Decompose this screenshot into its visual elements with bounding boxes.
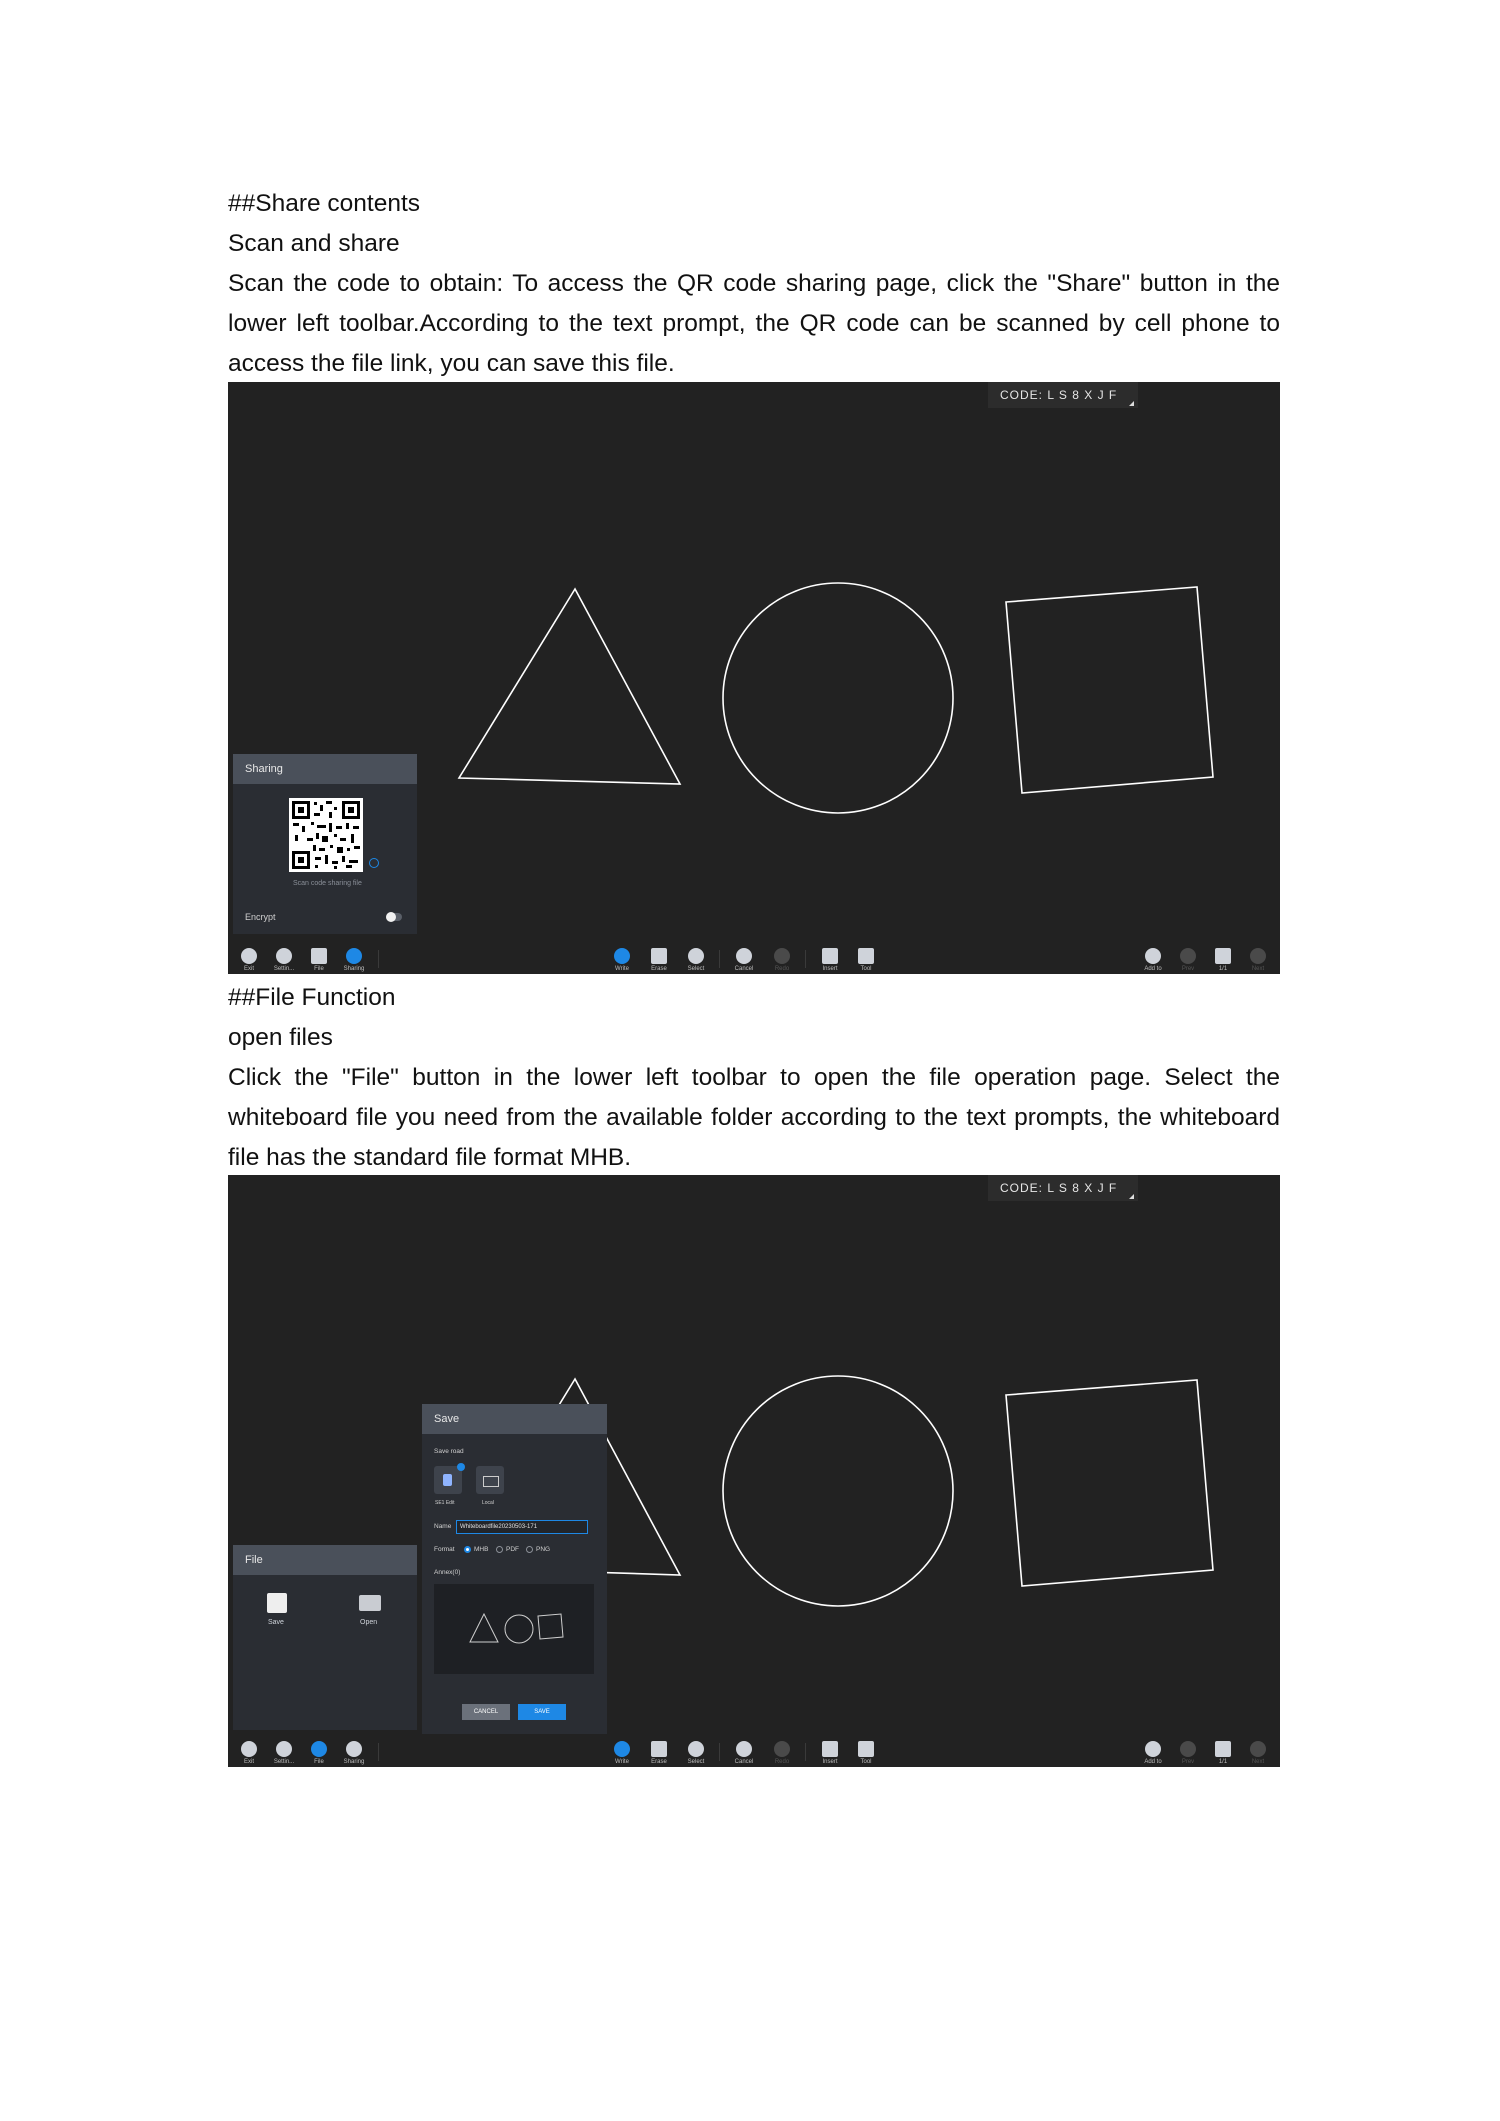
room-code-badge	[988, 382, 1138, 408]
add-icon	[1145, 1741, 1161, 1757]
select-cursor-icon	[688, 1741, 704, 1757]
exit-icon	[241, 1741, 257, 1757]
select-button[interactable]: Select	[678, 948, 714, 972]
tool-button[interactable]: Tool	[848, 948, 884, 972]
insert-icon	[822, 1741, 838, 1757]
encrypt-label: Encrypt	[245, 912, 276, 922]
sharing-button[interactable]: Sharing	[336, 1741, 372, 1765]
divider	[805, 950, 806, 968]
whiteboard-screenshot-sharing	[228, 382, 1280, 974]
selected-check-icon	[457, 1463, 465, 1471]
room-code-text: CODE: L S 8 X J F	[1000, 388, 1118, 402]
bottom-toolbar	[228, 1733, 1280, 1767]
file-name-input[interactable]: Whiteboardfile20230503-171	[456, 1520, 588, 1534]
pen-icon	[614, 948, 630, 964]
insert-button[interactable]: Insert	[812, 1741, 848, 1765]
next-icon	[1250, 948, 1266, 964]
share-icon	[346, 1741, 362, 1757]
zoom-qr-icon[interactable]	[369, 858, 379, 868]
paragraph-file: Click the "File" button in the lower left toolbar to open the file operation page. Select the whiteboard file you need from the available folder according to the text prompts, the whiteboard file has the standard file format MHB.	[228, 1064, 1280, 1171]
bottom-toolbar	[228, 940, 1280, 974]
section-heading-file: ##File Function	[228, 984, 396, 1011]
save-dialog-title: Save	[422, 1404, 607, 1434]
file-button[interactable]: File	[301, 948, 337, 972]
square-shape	[1006, 1380, 1213, 1586]
open-folder-icon[interactable]	[359, 1595, 381, 1611]
qr-caption: Scan code sharing file	[293, 880, 362, 887]
subheading-scan-share: Scan and share	[228, 230, 400, 257]
file-button[interactable]: File	[301, 1741, 337, 1765]
add-icon	[1145, 948, 1161, 964]
next-page-button[interactable]: Next	[1240, 1741, 1276, 1765]
room-code-badge	[988, 1175, 1138, 1201]
road-option-cloud[interactable]	[434, 1466, 462, 1494]
settings-button[interactable]: Settin...	[266, 1741, 302, 1765]
format-png-label: PNG	[536, 1546, 551, 1553]
erase-button[interactable]: Erase	[641, 1741, 677, 1765]
select-button[interactable]: Select	[678, 1741, 714, 1765]
format-mhb-radio[interactable]	[464, 1546, 471, 1553]
prev-icon	[1180, 1741, 1196, 1757]
gear-icon	[276, 948, 292, 964]
save-dialog	[422, 1404, 607, 1734]
folder-icon	[311, 948, 327, 964]
road-option-cloud-label: SE1 Edit	[435, 1500, 455, 1506]
erase-button[interactable]: Erase	[641, 948, 677, 972]
undo-icon	[736, 948, 752, 964]
divider	[719, 1743, 720, 1761]
file-open-label[interactable]: Open	[360, 1619, 378, 1626]
format-pdf-label: PDF	[506, 1546, 519, 1553]
tool-button[interactable]: Tool	[848, 1741, 884, 1765]
prev-icon	[1180, 948, 1196, 964]
cancel-button[interactable]: CANCEL	[462, 1704, 510, 1720]
write-button[interactable]: Write	[604, 948, 640, 972]
eraser-icon	[651, 948, 667, 964]
pages-button[interactable]: 1/1	[1205, 948, 1241, 972]
redo-icon	[774, 948, 790, 964]
add-page-button[interactable]: Add to	[1135, 948, 1171, 972]
next-page-button[interactable]: Next	[1240, 948, 1276, 972]
road-option-local[interactable]	[476, 1466, 504, 1494]
write-button[interactable]: Write	[604, 1741, 640, 1765]
cancel-button[interactable]: Cancel	[726, 948, 762, 972]
triangle-shape	[459, 589, 680, 784]
share-icon	[346, 948, 362, 964]
divider	[805, 1743, 806, 1761]
format-png-radio[interactable]	[526, 1546, 533, 1553]
circle-shape	[723, 583, 953, 813]
sharing-button[interactable]: Sharing	[336, 948, 372, 972]
cancel-button[interactable]: Cancel	[726, 1741, 762, 1765]
layers-icon	[1215, 1741, 1231, 1757]
qr-code-image	[289, 798, 363, 872]
eraser-icon	[651, 1741, 667, 1757]
redo-button[interactable]: Redo	[764, 1741, 800, 1765]
pages-button[interactable]: 1/1	[1205, 1741, 1241, 1765]
redo-button[interactable]: Redo	[764, 948, 800, 972]
divider	[378, 950, 379, 968]
road-option-local-label: Local	[482, 1500, 494, 1506]
file-panel-title: File	[233, 1545, 417, 1575]
sharing-panel	[233, 754, 417, 934]
sharing-panel-title: Sharing	[233, 754, 417, 784]
resize-corner-icon[interactable]	[1129, 401, 1134, 406]
square-shape	[1006, 587, 1213, 793]
divider	[378, 1743, 379, 1761]
exit-button[interactable]: Exit	[231, 1741, 267, 1765]
select-cursor-icon	[688, 948, 704, 964]
grid-tools-icon	[858, 948, 874, 964]
whiteboard-screenshot-file	[228, 1175, 1280, 1767]
exit-icon	[241, 948, 257, 964]
annex-label: Annex(0)	[434, 1569, 461, 1576]
divider	[719, 950, 720, 968]
insert-icon	[822, 948, 838, 964]
gear-icon	[276, 1741, 292, 1757]
pen-icon	[614, 1741, 630, 1757]
save-button[interactable]: SAVE	[518, 1704, 566, 1720]
undo-icon	[736, 1741, 752, 1757]
section-heading-share: ##Share contents	[228, 190, 421, 217]
prev-page-button[interactable]: Prev	[1170, 1741, 1206, 1765]
redo-icon	[774, 1741, 790, 1757]
name-label: Name	[434, 1523, 452, 1530]
folder-icon	[311, 1741, 327, 1757]
resize-corner-icon[interactable]	[1129, 1194, 1134, 1199]
drive-icon	[443, 1474, 452, 1486]
add-page-button[interactable]: Add to	[1135, 1741, 1171, 1765]
format-pdf-radio[interactable]	[496, 1546, 503, 1553]
format-mhb-label: MHB	[474, 1546, 489, 1553]
next-icon	[1250, 1741, 1266, 1757]
subheading-open-files: open files	[228, 1024, 333, 1051]
laptop-icon	[483, 1476, 499, 1487]
layers-icon	[1215, 948, 1231, 964]
settings-button[interactable]: Settin...	[266, 948, 302, 972]
encrypt-toggle[interactable]	[386, 913, 402, 921]
save-icon[interactable]	[267, 1593, 287, 1613]
prev-page-button[interactable]: Prev	[1170, 948, 1206, 972]
circle-shape	[723, 1376, 953, 1606]
paragraph-share: Scan the code to obtain: To access the QR code sharing page, click the "Share" button in the lower left toolbar.According to the text prompt, the QR code can be scanned by cell phone to access the file link, you can save this file.	[228, 270, 1280, 377]
exit-button[interactable]: Exit	[231, 948, 267, 972]
grid-tools-icon	[858, 1741, 874, 1757]
insert-button[interactable]: Insert	[812, 948, 848, 972]
annex-thumbnail	[434, 1584, 594, 1674]
file-panel	[233, 1545, 417, 1730]
room-code-text: CODE: L S 8 X J F	[1000, 1181, 1118, 1195]
file-save-label[interactable]: Save	[268, 1619, 284, 1626]
save-road-label: Save road	[434, 1448, 464, 1455]
format-label: Format	[434, 1546, 455, 1553]
